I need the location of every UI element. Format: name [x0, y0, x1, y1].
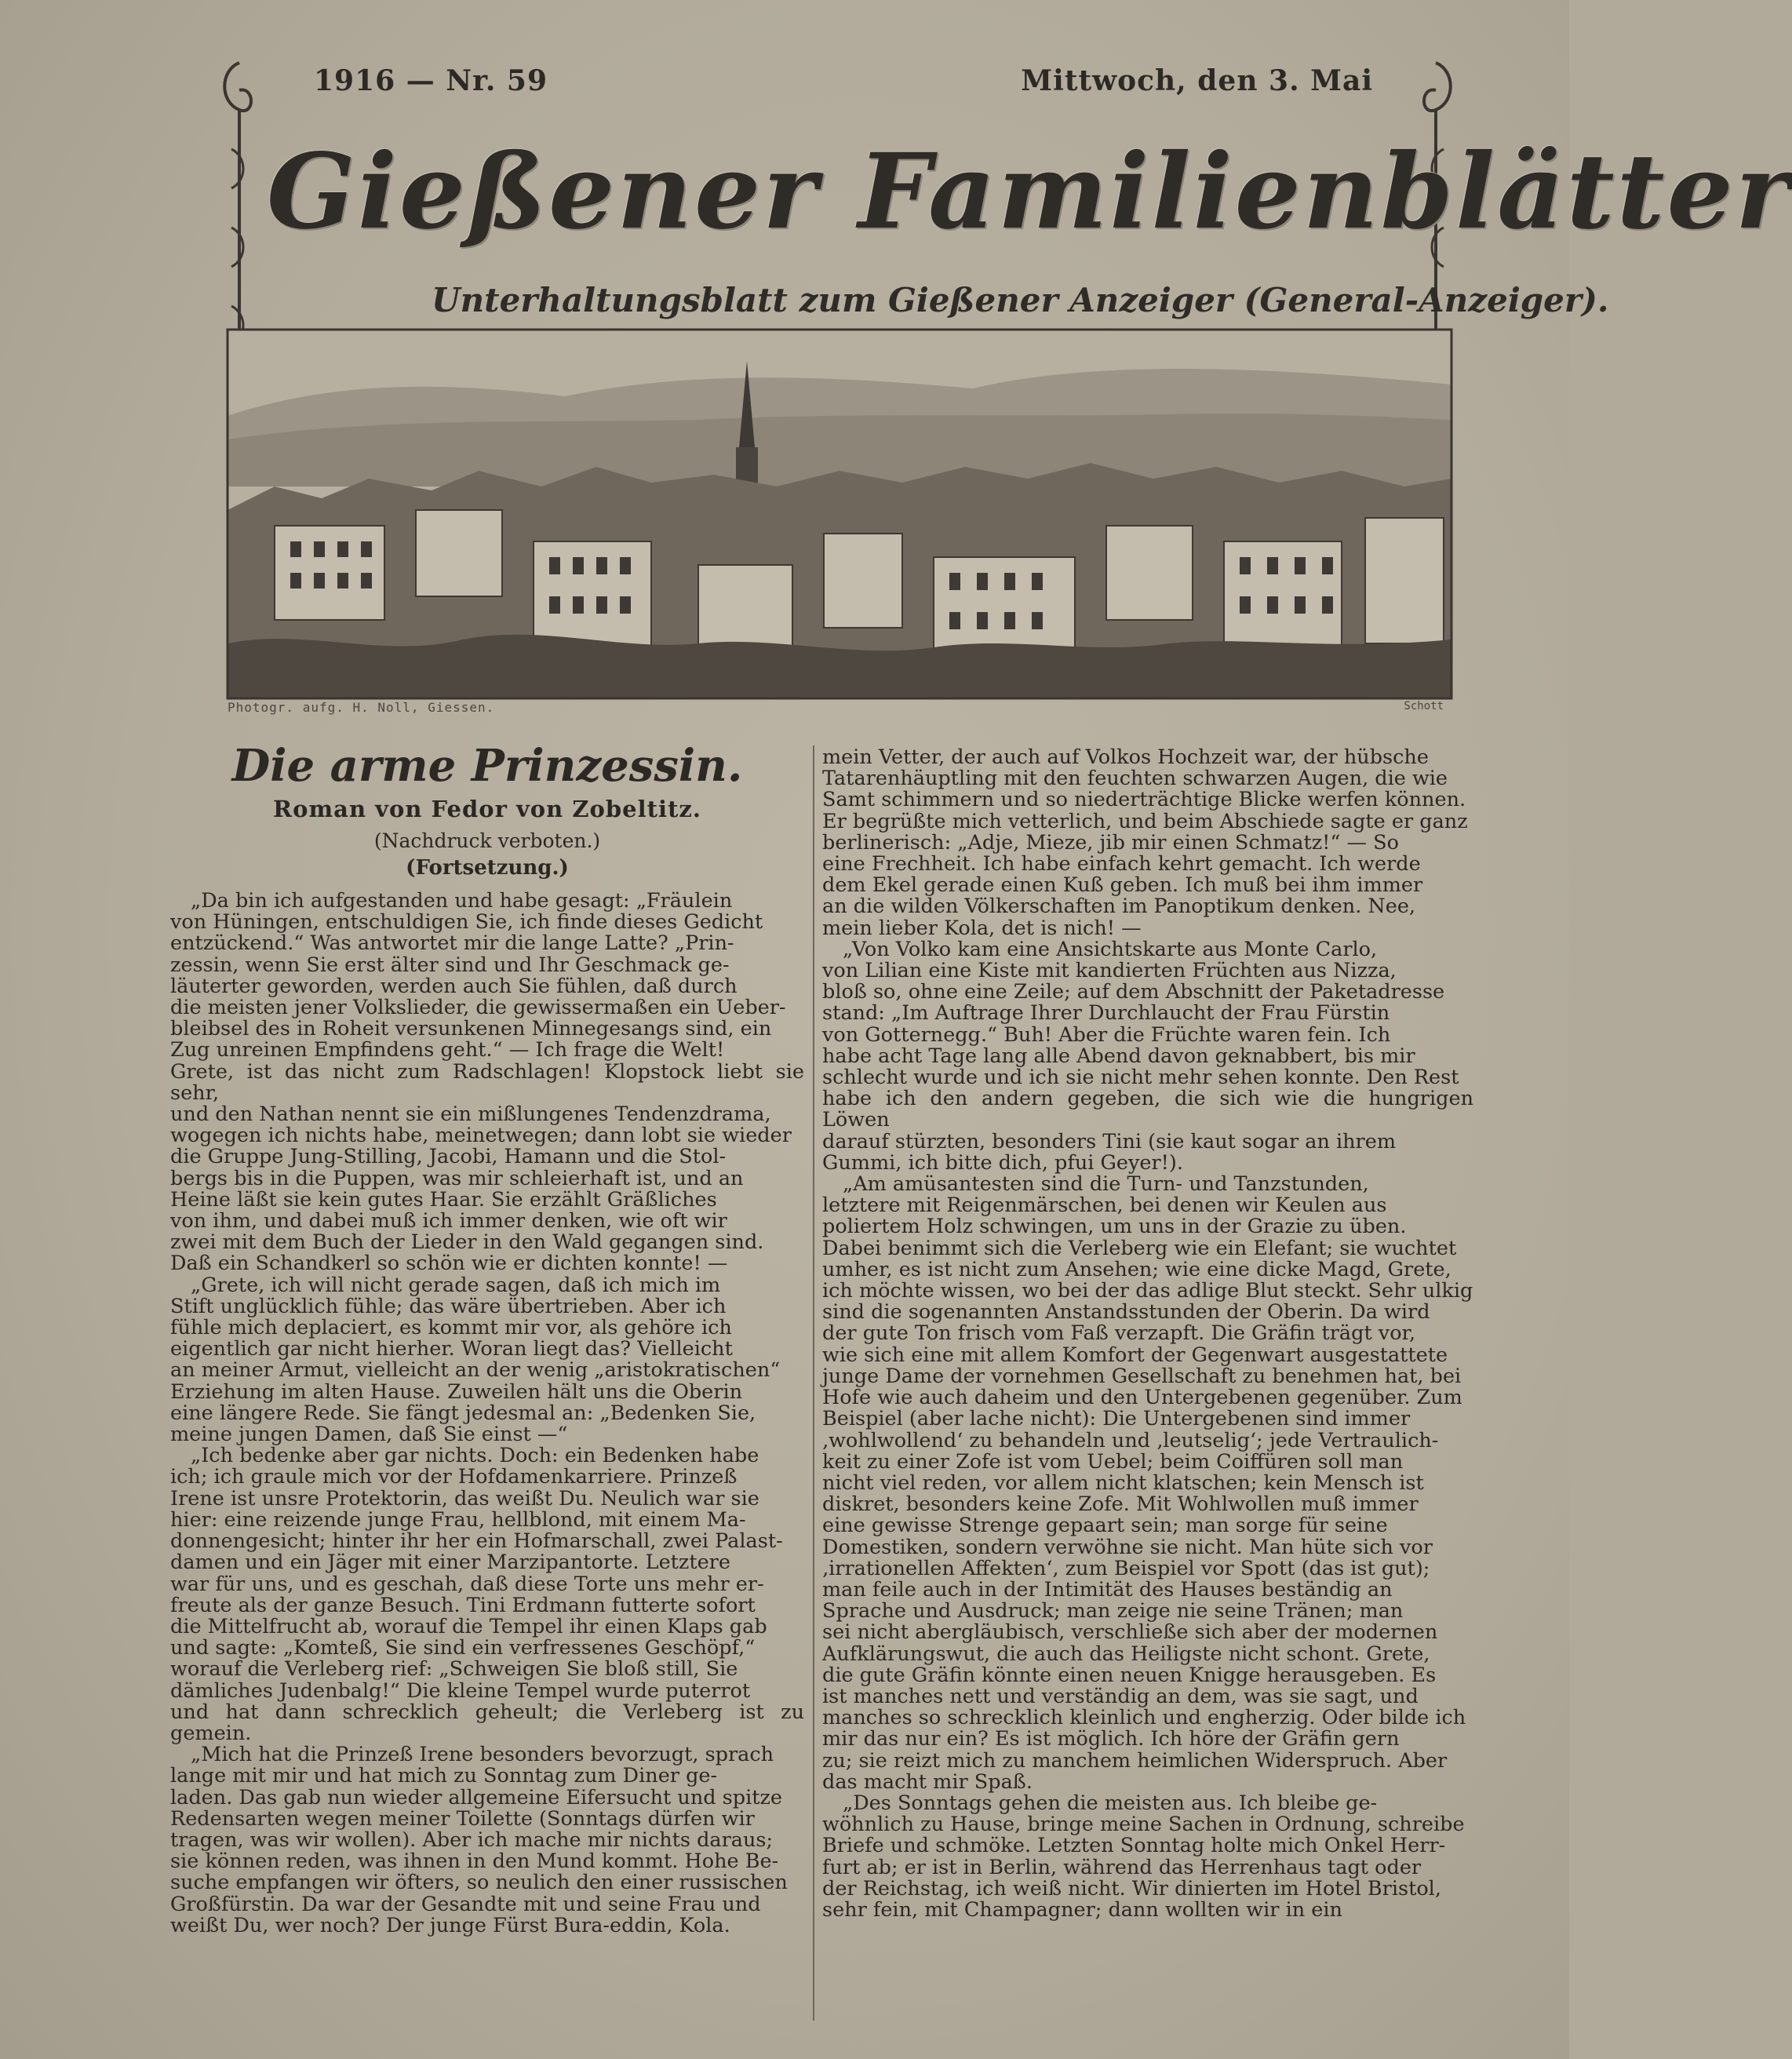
article-byline: Roman von Fedor von Zobeltitz.: [273, 796, 701, 822]
article-column-2: [822, 747, 1473, 1921]
article-column-1: [170, 742, 804, 1937]
paragraph: „Am amüsantesten sind die Turn- und Tanzstunden, letztere mit Reigenmärschen, bei denen wir Keulen aus poliertem Holz schwingen, um uns in der Grazie zu üben. Dabei benimmt sich die Verleberg wie ein Elefant; sie wuchtet umher, es ist nicht zum Ansehen; wie eine dicke Magd, Grete, ich möchte wissen, wo bei der das adlige Blut steckt. Sehr ulkig sind die sogenannten Anstandsstunden der Oberin. Da wird der gute Ton frisch vom Faß verzapft. Die Gräfin trägt vor, wie sich eine mit allem Komfort der Gegenwart ausgestattete junge Dame der vornehmen Gesellschaft zu benehmen hat, bei Hofe wie auch daheim und den Untergebenen gegenüber. Zum Beispiel (aber lache nicht): Die Untergebenen sind immer ‚wohlwollend‘ zu behandeln und ‚leutselig‘; jede Vertraulich- keit zu einer Zofe ist vom Uebel; beim Coiffüren soll man nicht viel reden, vor allem nicht klatschen; kein Mensch ist diskret, besonders keine Zofe. Mit Wohlwollen muß immer eine gewisse Strenge gepaart sein; man sorge für seine Domestiken, sondern verwöhne sie nicht. Man hüte sich vor ‚irrationellen Affekten‘, zum Beispiel vor Spott (das ist gut); man feile auch in der Intimität des Hauses beständig an Sprache und Ausdruck; man zeige nie seine Tränen; man sei nicht abergläubisch, verschließe sich aber der modernen Aufklärungswut, die auch das Heiligste nicht schont. Grete, die gute Gräfin könnte einen neuen Knigge herausgeben. Es ist manches nett und verständig an dem, was sie sagt, und manches so schrecklich kleinlich und engherzig. Oder bilde ich mir das nur ein? Es ist möglich. Ich höre der Gräfin gern zu; sie reizt mich zu manchem heimlichen Widerspruch. Aber das macht mir Spaß.: [822, 1172, 1473, 1794]
paragraph: „Mich hat die Prinzeß Irene besonders bevorzugt, sprach lange mit mir und hat mich zu Sonntag zum Diner ge- laden. Das gab nun wieder allgemeine Eifersucht und spitze Redensarten wegen meiner Toilette (Sonntags dürfen wir tragen, was wir wollen). Aber ich mache mir nichts daraus; sie können reden, was ihnen in den Mund kommt. Hohe Be- suche empfangen wir öfters, so neulich den einer russischen Großfürstin. Da war der Gesandte mit und seine Frau und weißt Du, wer noch? Der junge Fürst Bura-eddin, Kola.: [170, 1743, 788, 1937]
continuation-note: (Fortsetzung.): [406, 856, 569, 880]
paragraph: „Des Sonntags gehen die meisten aus. Ich bleibe ge- wöhnlich zu Hause, bringe meine Sachen in Ordnung, schreibe Briefe und schmöke. Letzten Sonntag holte mich Onkel Herr- furt ab; er ist in Berlin, während das Herrenhaus tagt oder der Reichstag, ich weiß nicht. Wir dinierten im Hotel Bristol, sehr fein, mit Champagner; dann wollten wir in ein: [822, 1791, 1465, 1922]
paragraph: „Ich bedenke aber gar nichts. Doch: ein Bedenken habe ich; ich graule mich vor der Hofdamenkarriere. Prinzeß Irene ist unsre Protektorin, das weißt Du. Neulich war sie hier: eine reizende junge Frau, hellblond, mit einem Ma- donnengesicht; hinter ihr her ein Hofmarschall, zwei Palast- damen und ein Jäger mit einer Marzipantorte. Letztere war für uns, und es geschah, daß diese Torte uns mehr er- freute als der ganze Besuch. Tini Erdmann futterte sofort die Mittelfrucht ab, worauf die Tempel ihr einen Klaps gab und sagte: „Komteß, Sie sind ein verfressenes Geschöpf,“ worauf die Verleberg rief: „Schweigen Sie bloß still, Sie dämliches Judenbalg!“ Die kleine Tempel wurde puterrot und hat dann schrecklich geheult; die Verleberg ist zu gemein.: [170, 1444, 804, 1745]
paragraph: mein Vetter, der auch auf Volkos Hochzeit war, der hübsche Tatarenhäuptling mit den feuchten schwarzen Augen, die wie Samt schimmern und so niederträchtige Blicke werfen können. Er begrüßte mich vetterlich, und beim Abschiede sagte er ganz berlinerisch: „Adje, Mieze, jib mir einen Schmatz!“ — So eine Frechheit. Ich habe einfach kehrt gemacht. Ich werde dem Ekel gerade einen Kuß geben. Ich muß bei ihm immer an die wilden Völkerschaften im Panoptikum denken. Nee, mein lieber Kola, det is nich! —: [822, 745, 1468, 940]
newspaper-subtitle: Unterhaltungsblatt zum Gießener Anzeiger (General-Anzeiger).: [432, 281, 1609, 319]
town-panorama-illustration: [228, 330, 1451, 698]
masthead: [228, 55, 1792, 718]
issue-number: 1916 — Nr. 59: [314, 64, 548, 97]
reprint-notice: (Nachdruck verboten.): [373, 829, 601, 852]
column-divider: [813, 745, 814, 2021]
newspaper-title: Gießener Familienblätter: [267, 131, 1792, 253]
artist-signature: Schott: [1404, 700, 1444, 712]
paragraph: „Von Volko kam eine Ansichtskarte aus Monte Carlo, von Lilian eine Kiste mit kandierten Früchten aus Nizza, bloß so, ohne eine Zeile; auf dem Abschnitt der Paketadresse stand: „Im Auftrage Ihrer Durchlaucht der Frau Fürstin von Gotternegg.“ Buh! Aber die Früchte waren fein. Ich habe acht Tage lang alle Abend davon geknabbert, bis mir schlecht wurde und ich sie nicht mehr sehen konnte. Den Rest habe ich den andern gegeben, die sich wie die hungrigen Löwen darauf stürzten, besonders Tini (sie kaut sogar an ihrem Gummi, ich bitte dich, pfui Geyer!).: [822, 937, 1473, 1175]
paragraph: „Grete, ich will nicht gerade sagen, daß ich mich im Stift unglücklich fühle; das wäre übertrieben. Aber ich fühle mich deplaciert, es kommt mir vor, als gehöre ich eigentlich gar nicht hierher. Woran liegt das? Vielleicht an meiner Armut, vielleicht an der wenig „aristokratischen“ Erziehung im alten Hause. Zuweilen hält uns die Oberin eine längere Rede. Sie fängt jedesmal an: „Bedenken Sie, meine jungen Damen, daß Sie einst —“: [170, 1273, 781, 1447]
photo-credit: Photogr. aufg. H. Noll, Giessen.: [228, 700, 495, 715]
issue-date: Mittwoch, den 3. Mai: [1021, 64, 1373, 97]
paragraph: „Da bin ich aufgestanden und habe gesagt: „Fräulein von Hüningen, entschuldigen Sie, ich finde dieses Gedicht entzückend.“ Was antwortet mir die lange Latte? „Prin- zessin, wenn Sie erst älter sind und Ihr Geschmack ge- läuterter geworden, werden auch Sie fühlen, daß durch die meisten jener Volkslieder, die gewissermaßen ein Ueber- bleibsel des in Roheit versunkenen Minnegesangs sind, ein Zug unreinen Empfindens geht.“ — Ich frage die Welt! Grete, ist das nicht zum Radschlagen! Klopstock liebt sie sehr, und den Nathan nennt sie ein mißlungenes Tendenzdrama, wogegen ich nichts habe, meinetwegen; dann lobt sie wieder die Gruppe Jung-Stilling, Jacobi, Hamann und die Stol- bergs bis in die Puppen, was mir schleierhaft ist, und an Heine läßt sie kein gutes Haar. Sie erzählt Gräßliches von ihm, und dabei muß ich immer denken, wie oft wir zwei mit dem Buch der Lieder in den Wald gegangen sind. Daß ein Schandkerl so schön wie er dichten konnte! —: [170, 889, 804, 1276]
article-title: Die arme Prinzessin.: [231, 740, 743, 792]
